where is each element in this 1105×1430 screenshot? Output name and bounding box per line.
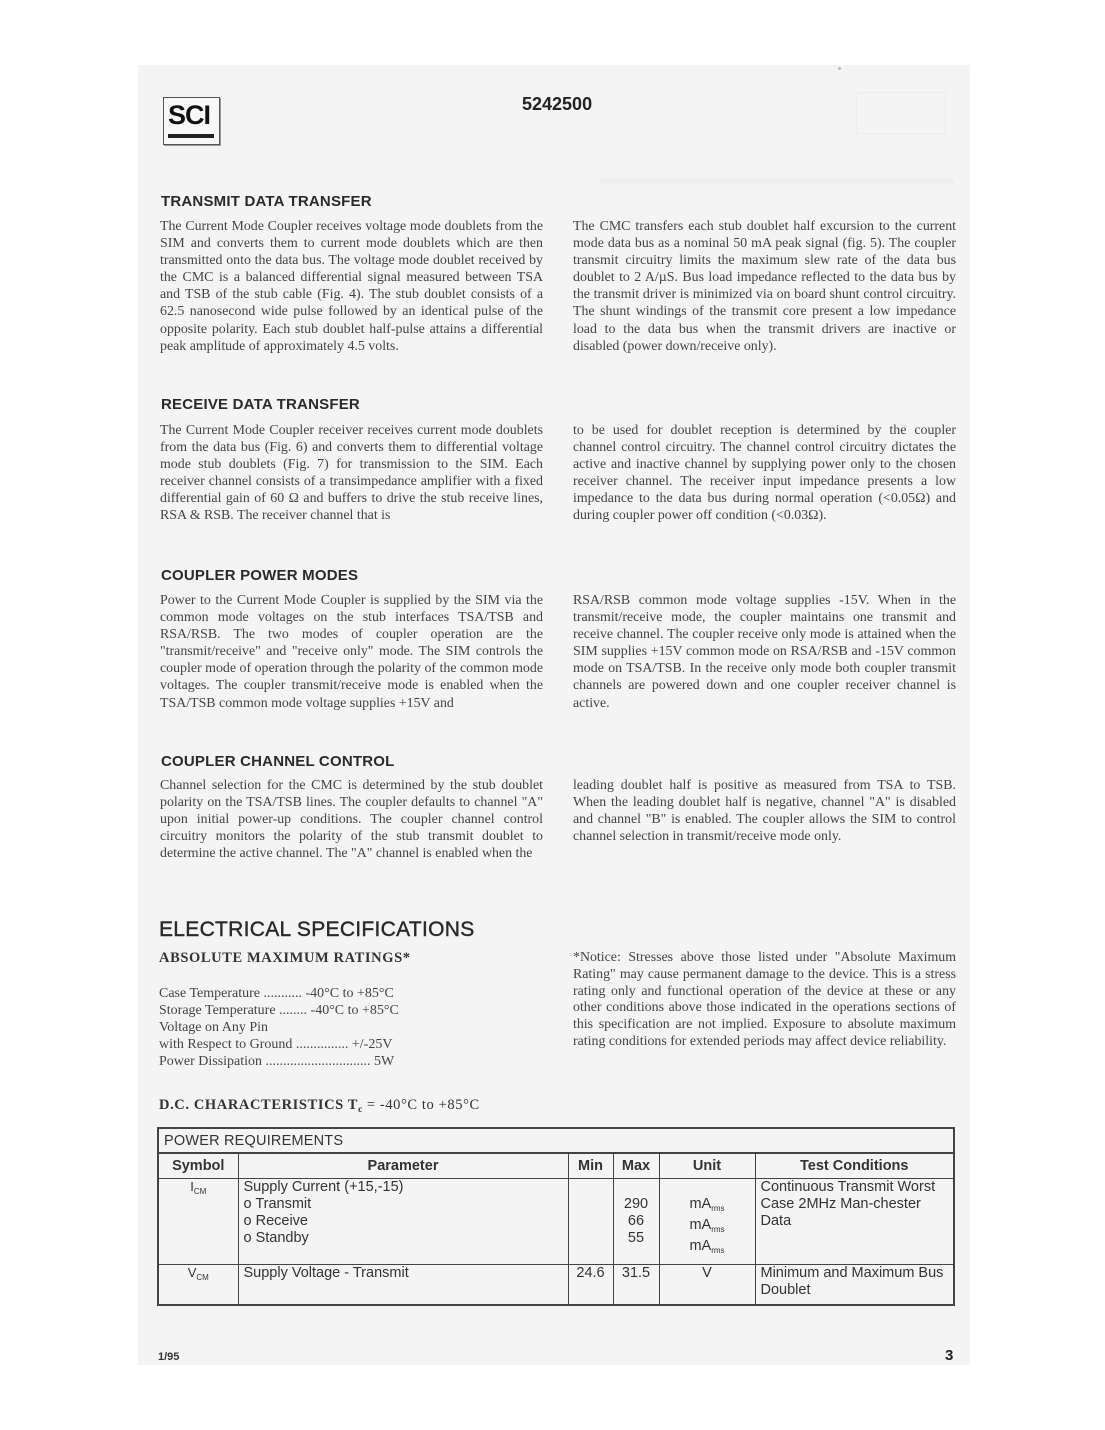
section-power-modes-right: RSA/RSB common mode voltage supplies -15V. When in the transmit/receive mode, the coupler maintains one transmit and receive channel. The coupler receive only mode is attained when the SIM supplies +15V common mode on RSA/RSB and -15V common mode on TSA/TSB. In the receive only mode both coupler transmit channels are powered down and one coupler receiver channel is active. — [573, 593, 956, 711]
dc-subscript: c — [358, 1104, 363, 1114]
header-symbol: Symbol — [158, 1153, 238, 1179]
symbol-letter: V — [187, 1265, 197, 1280]
rating-voltage-ground: with Respect to Ground ............... +/-25V — [159, 1037, 393, 1052]
max-value: 66 — [627, 1213, 645, 1229]
sci-logo — [163, 97, 220, 145]
unit-value — [665, 1179, 750, 1196]
table-header-row — [158, 1153, 954, 1179]
section-receive-left: The Current Mode Coupler receiver receives current mode doublets from the data bus (Fig. 6) and converts them to differential voltage mode stub doublets (Fig. 7) for transmission to the SIM. Each receiver channel consists of a transimpedance amplifier with a fixed differential gain of 60 Ω and buffers to drive the stub receive lines, RSA & RSB. The receiver channel that is — [160, 423, 543, 524]
conditions-cell: Minimum and Maximum Bus Doublet — [755, 1265, 954, 1305]
unit-cell — [659, 1179, 755, 1265]
footer-date: 1/95 — [158, 1351, 180, 1363]
unit-value: $mA_{rms}$ — [689, 1217, 725, 1234]
section-heading-receive: RECEIVE DATA TRANSFER — [161, 396, 360, 413]
parameter-cell: Supply Voltage - Transmit — [238, 1265, 568, 1305]
section-receive-right: to be used for doublet reception is determined by the coupler channel control circuitry. The channel control circuitry dictates the active and inactive channel by supplying power only to the chosen receiver channel. The receiver input impedance presents a low impedance to the data bus during normal operation (<0.05Ω) and during coupler power off condition (<0.03Ω). — [573, 423, 956, 524]
abs-max-ratings-heading: ABSOLUTE MAXIMUM RATINGS* — [159, 950, 411, 966]
symbol-subscript: CM — [196, 1273, 209, 1282]
rating-storage-temp: Storage Temperature ........ -40°C to +85°C — [159, 1003, 399, 1018]
unit-cell: V — [659, 1265, 755, 1305]
section-channel-control-right: leading doublet half is positive as measured from TSA to TSB. When the leading doublet half is negative, channel "A" is disabled and channel "B" is enabled. The coupler allows the SIM to control channel selection in transmit/receive mode only. — [573, 778, 956, 845]
min-cell: 24.6 — [568, 1265, 613, 1305]
parameter-line: o Transmit — [243, 1196, 312, 1212]
header-test-conditions: Test Conditions — [755, 1153, 954, 1179]
section-power-modes-left: Power to the Current Mode Coupler is supplied by the SIM via the common mode voltages on the stub interfaces TSA/TSB and RSA/RSB. The two modes of coupler operation are the "transmit/receive" and "receive only" mode. The SIM controls the coupler mode of operation through the polarity of the common mode voltages. The coupler transmit/receive mode is enabled when the TSA/TSB common mode voltage supplies +15V and — [160, 593, 543, 711]
section-transmit-right: The CMC transfers each stub doublet half excursion to the current mode data bus as a nominal 50 mA peak signal (fig. 5). The coupler transmit circuitry limits the maximum slew rate of the data bus doublet to 2 A/µS. Bus load impedance reflected to the data bus by the transmit driver is minimized via on board shunt control circuitry. The shunt windings of the transmit core present a low impedance load to the data bus when the transmit drivers are inactive or disabled (power down/receive only). — [573, 219, 956, 354]
logo-underline — [168, 134, 214, 138]
symbol-subscript: CM — [193, 1187, 207, 1196]
section-heading-power-modes: COUPLER POWER MODES — [161, 567, 359, 584]
symbol-letter: I — [190, 1179, 194, 1194]
rating-case-temp: Case Temperature ........... -40°C to +85°C — [159, 986, 394, 1001]
rating-power-dissipation: Power Dissipation .............................. 5W — [159, 1054, 395, 1069]
conditions-cell: Continuous Transmit Worst Case 2MHz Man-chester Data — [755, 1179, 954, 1265]
unit-value: $mA_{rms}$ — [689, 1196, 725, 1213]
table-title-row — [158, 1128, 954, 1153]
section-transmit-left: The Current Mode Coupler receives voltage mode doublets from the SIM and converts them to current mode doublets which are then transmitted onto the data bus. The voltage mode doublet received by the CMC is a balanced differential signal measured between TSA and TSB of the stub cable (Fig. 4). The stub doublet consists of a 62.5 nanosecond wide pulse followed by an identical pulse of the opposite polarity. Each stub doublet half-pulse attains a differential peak amplitude of approximately 4.5 volts. — [160, 219, 543, 354]
header-unit: Unit — [659, 1153, 755, 1179]
bleed-through-line — [600, 178, 955, 184]
dc-range: = -40°C to +85°C — [362, 1097, 480, 1113]
bleed-through-logo — [856, 92, 946, 134]
dc-title: D.C. CHARACTERISTICS T — [159, 1097, 359, 1113]
header-parameter: Parameter — [238, 1153, 568, 1179]
scan-speck — [838, 67, 841, 70]
document-number: 5242500 — [522, 94, 593, 114]
power-requirements-table — [157, 1127, 955, 1306]
notice-text: *Notice: Stresses above those listed under "Absolute Maximum Rating" may cause permanent damage to the device. This is a stress rating only and functional operation of the device at these or any other conditions above those indicated in the operations sections of this specification are not implied. Exposure to absolute maximum rating conditions for extended periods may affect device reliability. — [573, 950, 956, 1049]
section-heading-transmit: TRANSMIT DATA TRANSFER — [161, 193, 372, 210]
table-row — [158, 1265, 954, 1305]
ratings-list — [159, 985, 399, 1070]
unit-value: $mA_{rms}$ — [689, 1238, 725, 1255]
table-title: POWER REQUIREMENTS — [158, 1128, 954, 1153]
parameter-line: o Receive — [243, 1213, 308, 1229]
header-max: Max — [613, 1153, 659, 1179]
max-cell: 31.5 — [613, 1265, 659, 1305]
dc-characteristics-heading — [159, 1097, 480, 1114]
max-value — [619, 1179, 654, 1196]
parameter-line: o Standby — [243, 1230, 309, 1246]
max-cell — [613, 1179, 659, 1265]
rating-voltage-pin: Voltage on Any Pin — [159, 1020, 269, 1035]
min-cell — [568, 1179, 613, 1265]
parameter-line: Supply Current (+15,-15) — [243, 1179, 404, 1195]
max-value: 55 — [627, 1230, 645, 1246]
logo-text: SCI — [168, 100, 211, 130]
page-number: 3 — [945, 1347, 954, 1364]
symbol-vcm — [158, 1265, 238, 1305]
header-min: Min — [568, 1153, 613, 1179]
electrical-specs-heading: ELECTRICAL SPECIFICATIONS — [159, 918, 475, 941]
table-row — [158, 1179, 954, 1265]
max-value: 290 — [623, 1196, 649, 1212]
symbol-icm — [158, 1179, 238, 1265]
section-heading-channel-control: COUPLER CHANNEL CONTROL — [161, 753, 395, 770]
parameter-cell — [238, 1179, 568, 1265]
section-channel-control-left: Channel selection for the CMC is determined by the stub doublet polarity on the TSA/TSB lines. The coupler defaults to channel "A" upon initial power-up conditions. The coupler channel control circuitry monitors the polarity of the stub transmit doublet to determine the active channel. The "A" channel is enabled when the — [160, 778, 543, 862]
